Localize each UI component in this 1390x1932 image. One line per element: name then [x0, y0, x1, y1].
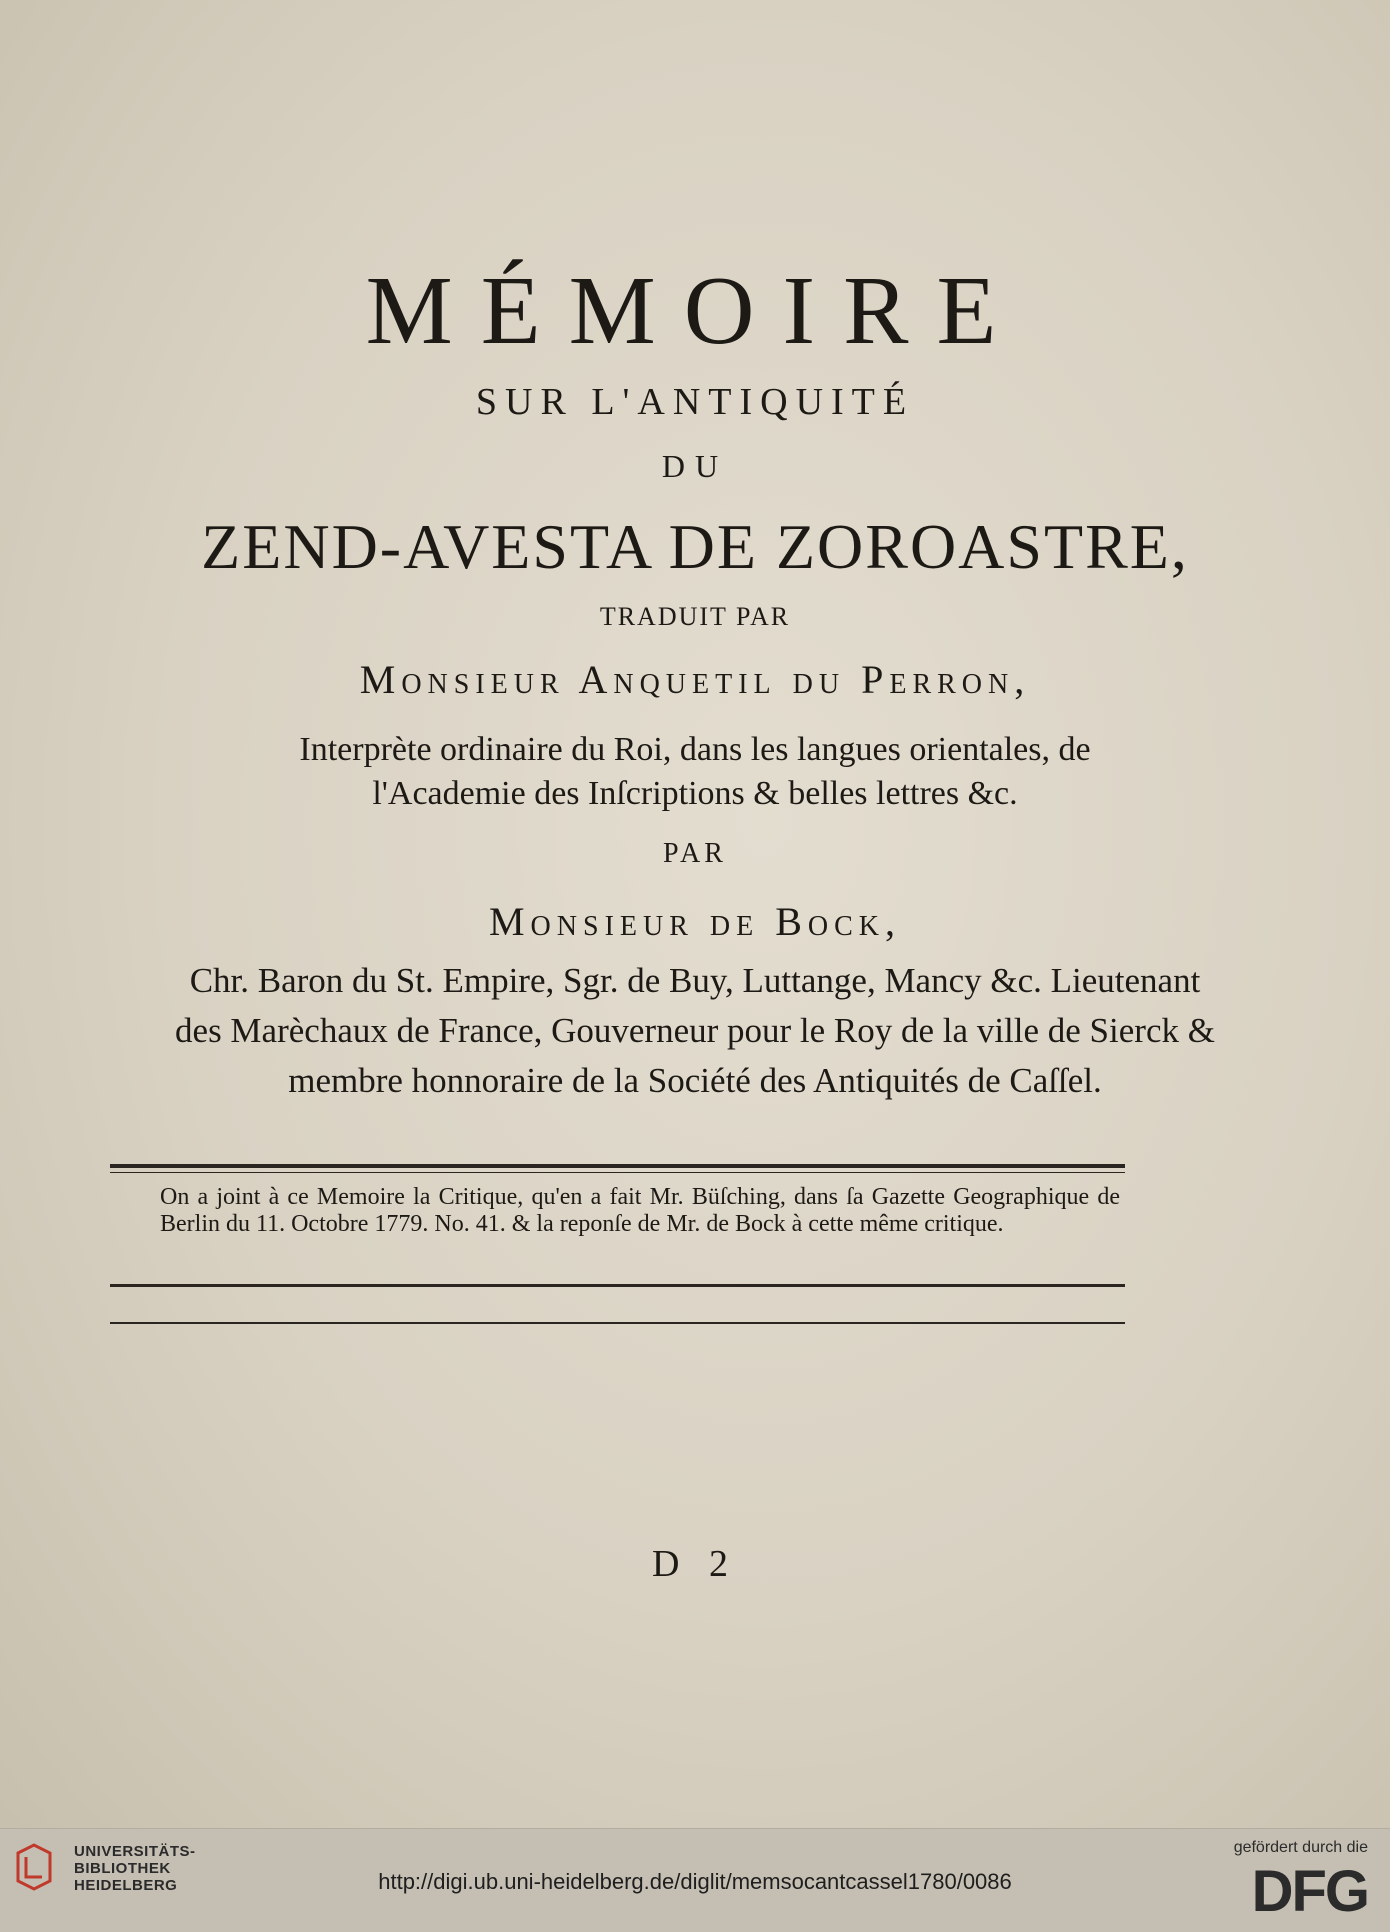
dfg-logo[interactable]: DFG: [1251, 1859, 1368, 1924]
top-double-rule-thick: [110, 1164, 1125, 1168]
author-description: Chr. Baron du St. Empire, Sgr. de Buy, Luttange, Mancy &c. Lieutenant des Marèchaux de France, Gouverneur pour le Roy de la ville de Sierck & membre honnoraire de la Société des Antiquités de Caſſel.: [175, 961, 1215, 1100]
par-label: PAR: [663, 838, 727, 869]
translated-by: TRADUIT PAR: [599, 602, 791, 631]
footer-bar: [0, 1828, 1390, 1932]
critique-note: On a joint à ce Memoire la Critique, qu'en a fait Mr. Büſching, dans ſa Gazette Geographique de Berlin du 11. Octobre 1779. No. 41. & la reponſe de Mr. de Bock à cette même critique.: [160, 1184, 1120, 1237]
subtitle-line-1: SUR L'ANTIQUITÉ: [475, 381, 915, 423]
subtitle-line-2: DU: [661, 448, 729, 484]
bottom-double-rule-thick: [110, 1284, 1125, 1287]
signature-mark: D 2: [652, 1543, 738, 1585]
library-line-3: HEIDELBERG: [74, 1877, 178, 1894]
library-line-2: BIBLIOTHEK: [74, 1860, 171, 1877]
bottom-rule: [110, 1322, 1125, 1324]
document-title: MÉMOIRE: [365, 257, 1025, 365]
page-url-link[interactable]: http://digi.ub.uni-heidelberg.de/diglit/memsocantcassel1780/0086: [378, 1869, 1012, 1894]
funded-by-label: gefördert durch die: [1233, 1839, 1368, 1856]
translator-name: Monsieur Anquetil du Perron,: [359, 657, 1031, 702]
library-line-1: UNIVERSITÄTS-: [74, 1843, 196, 1860]
top-double-rule-thin: [110, 1172, 1125, 1173]
translator-description: Interprète ordinaire du Roi, dans les langues orientales, de l'Academie des Inſcriptions & belles lettres &c.: [299, 731, 1091, 812]
author-name: Monsieur de Bock,: [488, 899, 902, 944]
subtitle-line-3: ZEND-AVESTA DE ZOROASTRE,: [201, 511, 1189, 582]
